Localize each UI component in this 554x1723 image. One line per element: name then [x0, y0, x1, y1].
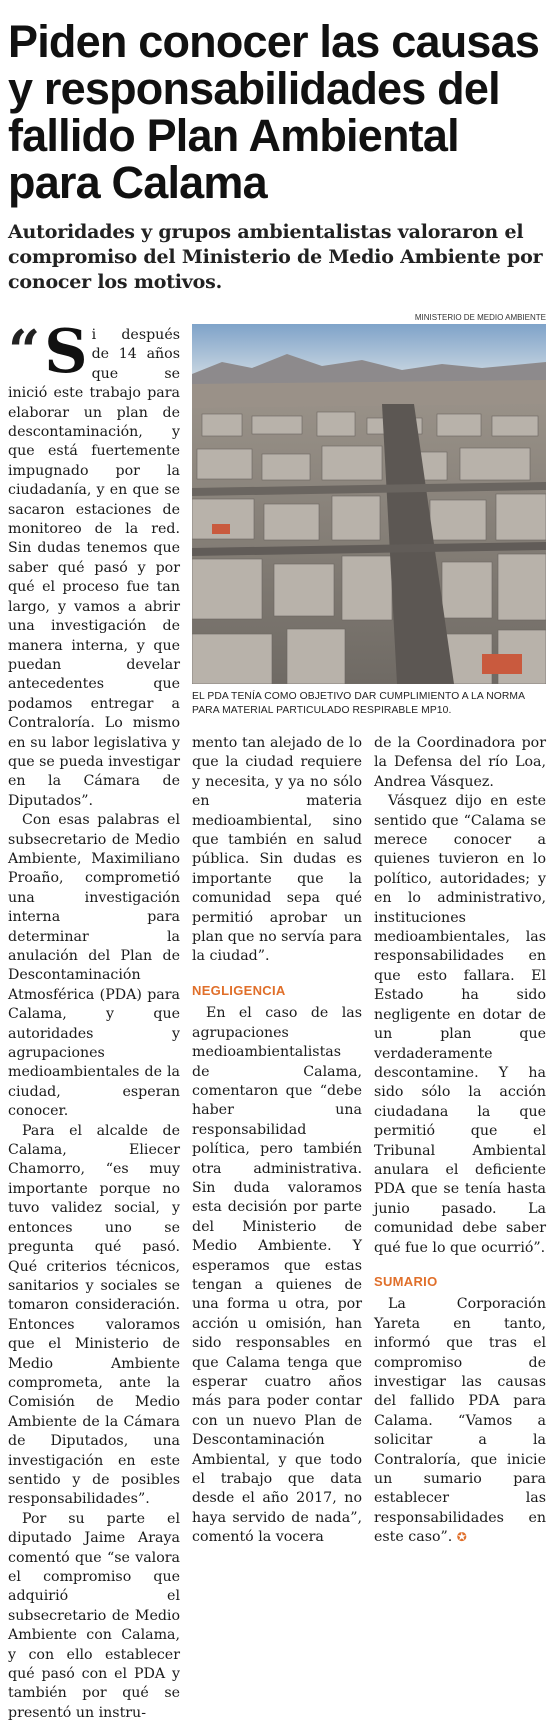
paragraph-vasquez: Vásquez dijo en este sentido que “Calama se merece conocer a quienes tuvieron en lo político, autoridades; y en lo administrativo, instituciones medioambientales, las responsabilidades en que esto fallara. El Estado ha sido negligente en dotar de un plan que verdaderamente descontamine. Y ha sido sólo la acción ciudadana la que permitió que el Tribunal Ambiental anulara el deficiente PDA que se tenía hasta junio pasado. La comunidad debe saber qué fue lo que ocurrió”. — [374, 793, 546, 1256]
column-3 — [374, 734, 546, 1548]
dropcap-letter: S — [44, 317, 88, 387]
paragraph-subsecretario: Con esas palabras el subsecretario de Medio Ambiente, Maximiliano Proaño, comprometió una investigación interna para determinar la anulación del Plan de Descontaminación Atmosférica (PDA) para Calama, y que autoridades y agrupaciones medioambientales de la ciudad, esperan conocer. — [8, 812, 180, 1120]
subhead-sumario: SUMARIO — [374, 1273, 438, 1289]
city-aerial-illustration — [192, 324, 546, 684]
paragraph-coordinadora: de la Coordinadora por la Defensa del río Loa, Andrea Vásquez. — [374, 735, 546, 790]
paragraph-agrupaciones: En el caso de las agrupaciones medioambientalistas de Calama, comentaron que “debe haber una responsabilidad política, pero también otra administrativa. Sin duda valoramos esta decisión por parte del Ministerio de Medio Ambiente. Y esperamos que estas tengan a quienes de una forma u otra, por acción u omisión, han sido responsables en que Calama tenga que esperar cuatro años más para poder contar con un nuevo Plan de Descontaminación Ambiental, y que todo el trabajo que data desde el año 2017, no haya servido de nada”, comentó la vocera — [192, 1005, 362, 1546]
paragraph-continuation: mento tan alejado de lo que la ciudad requiere y necesita, y ya no sólo en materia medioambiental, sino que también en salud pública. Sin dudas es importante que la comunidad sepa qué permitió aprobar un plan que no servía para la ciudad”. — [192, 735, 362, 965]
end-mark-icon: ✪ — [456, 1530, 467, 1545]
paragraph-diputado: Por su parte el diputado Jaime Araya comentó que “se valora el compromiso que adquirió el subsecretario de Medio Ambiente con Calama, y con ello establecer qué pasó con el PDA y también por qué se presentó un instru- — [8, 1510, 180, 1721]
subhead-negligencia: NEGLIGENCIA — [192, 982, 286, 998]
column-2 — [192, 734, 362, 1548]
paragraph-yareta — [374, 1295, 546, 1547]
photo-credit: MINISTERIO DE MEDIO AMBIENTE — [414, 313, 546, 322]
opening-quote-mark: “ — [8, 318, 41, 384]
deck-subtitle: Autoridades y grupos ambientalistas valoraron el compromiso del Ministerio de Medio Ambiente por conocer los motivos. — [8, 221, 543, 293]
photo-caption: EL PDA TENÍA COMO OBJETIVO DAR CUMPLIMIENTO A LA NORMA PARA MATERIAL PARTICULADO RESPIRABLE MP10. — [192, 691, 525, 716]
paragraph-yareta-text: La Corporación Yareta en tanto, informó que tras el compromiso de investigar las causas del fallido PDA para Calama. “Vamos a solicitar a la Contraloría, que inicie un sumario para establecer las responsabilidades en este caso”. — [374, 1296, 546, 1546]
lead-paragraph-text: i después de 14 años que se inició este trabajo para elaborar un plan de descontaminación, y que está fuertemente impugnado por la ciudadanía, y en que se sacaron estaciones de monitoreo de la red. Sin dudas tenemos que saber qué pasó y por qué el proceso fue tan largo, y vamos a abrir una investigación de manera interna, y que puedan develar antecedentes que podamos entregar a Contraloría. Lo mismo en su labor legislativa y que se pueda investigar en la Cámara de Diputados”. — [8, 327, 180, 809]
headline: Piden conocer las causas y responsabilidades del fallido Plan Ambiental para Calama — [8, 16, 540, 208]
lead-paragraph — [8, 317, 180, 811]
column-1 — [8, 317, 180, 1723]
paragraph-alcalde: Para el alcalde de Calama, Eliecer Chamorro, “es muy importante porque no tuvo validez social, y entonces uno se pregunta qué pasó. Qué criterios técnicos, sanitarios y sociales se tomaron consideración. Entonces valoramos que el Ministerio de Medio Ambiente comprometa, ante la Comisión de Medio Ambiente de la Cámara de Diputados, una investigación en este sentido y de posibles responsabilidades”. — [8, 1122, 180, 1508]
city-photo — [192, 324, 546, 684]
